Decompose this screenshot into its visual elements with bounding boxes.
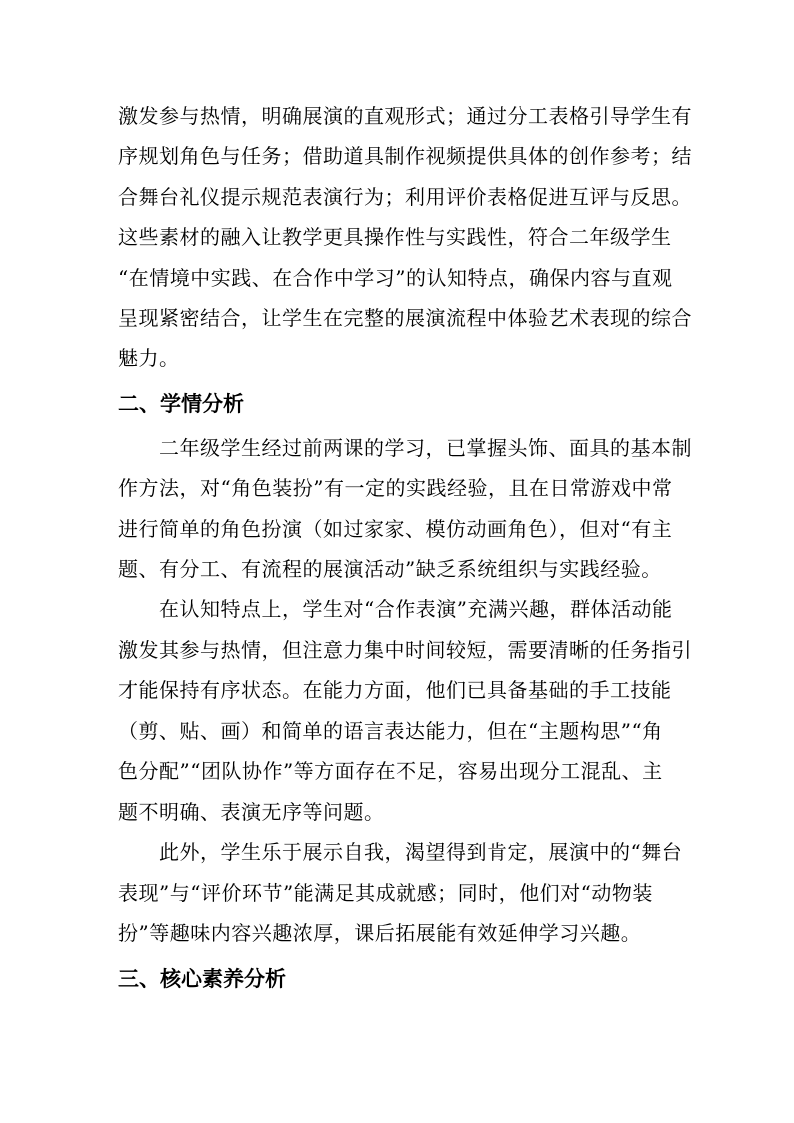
para2-line-5: 色分配”“团队协作”等方面存在不足，容易出现分工混乱、主 [118,759,663,783]
para1-line-2: 作方法，对“角色装扮”有一定的实践经验，且在日常游戏中常 [118,476,673,500]
para3-line-2: 表现”与“评价环节”能满足其成就感；同时，他们对“动物装 [118,881,653,905]
section-heading-learner-analysis: 二、学情分析 [118,392,244,416]
para2-line-4: （剪、贴、画）和简单的语言表达能力，但在“主题构思”“角 [118,719,663,743]
para3-line-1: 此外，学生乐于展示自我，渴望得到肯定，展演中的“舞台 [159,840,683,864]
para1-line-3: 进行简单的角色扮演（如过家家、模仿动画角色），但对“有主 [118,517,673,541]
para1-line-1: 二年级学生经过前两课的学习，已掌握头饰、面具的基本制 [159,436,692,460]
intro-line-5: “在情境中实践、在合作中学习”的认知特点，确保内容与直观 [118,266,673,290]
para2-line-2: 激发其参与热情，但注意力集中时间较短，需要清晰的任务指引 [118,638,692,662]
para2-line-3: 才能保持有序状态。在能力方面，他们已具备基础的手工技能 [118,678,672,702]
intro-line-1: 激发参与热情，明确展演的直观形式；通过分工表格引导学生有 [118,104,692,128]
intro-line-3: 合舞台礼仪提示规范表演行为；利用评价表格促进互评与反思。 [118,185,692,209]
intro-line-2: 序规划角色与任务；借助道具制作视频提供具体的创作参考；结 [118,144,692,168]
intro-line-7: 魅力。 [118,346,180,370]
intro-line-4: 这些素材的融入让教学更具操作性与实践性，符合二年级学生 [118,225,672,249]
para2-line-6: 题不明确、表演无序等问题。 [118,800,385,824]
intro-line-6: 呈现紧密结合，让学生在完整的展演流程中体验艺术表现的综合 [118,306,692,330]
section-heading-core-literacy: 三、核心素养分析 [118,967,286,991]
para2-line-1: 在认知特点上，学生对“合作表演”充满兴趣，群体活动能 [159,597,673,621]
para1-line-4: 题、有分工、有流程的展演活动”缺乏系统组织与实践经验。 [118,557,662,581]
para3-line-3: 扮”等趣味内容兴趣浓厚，课后拓展能有效延伸学习兴趣。 [118,921,642,945]
